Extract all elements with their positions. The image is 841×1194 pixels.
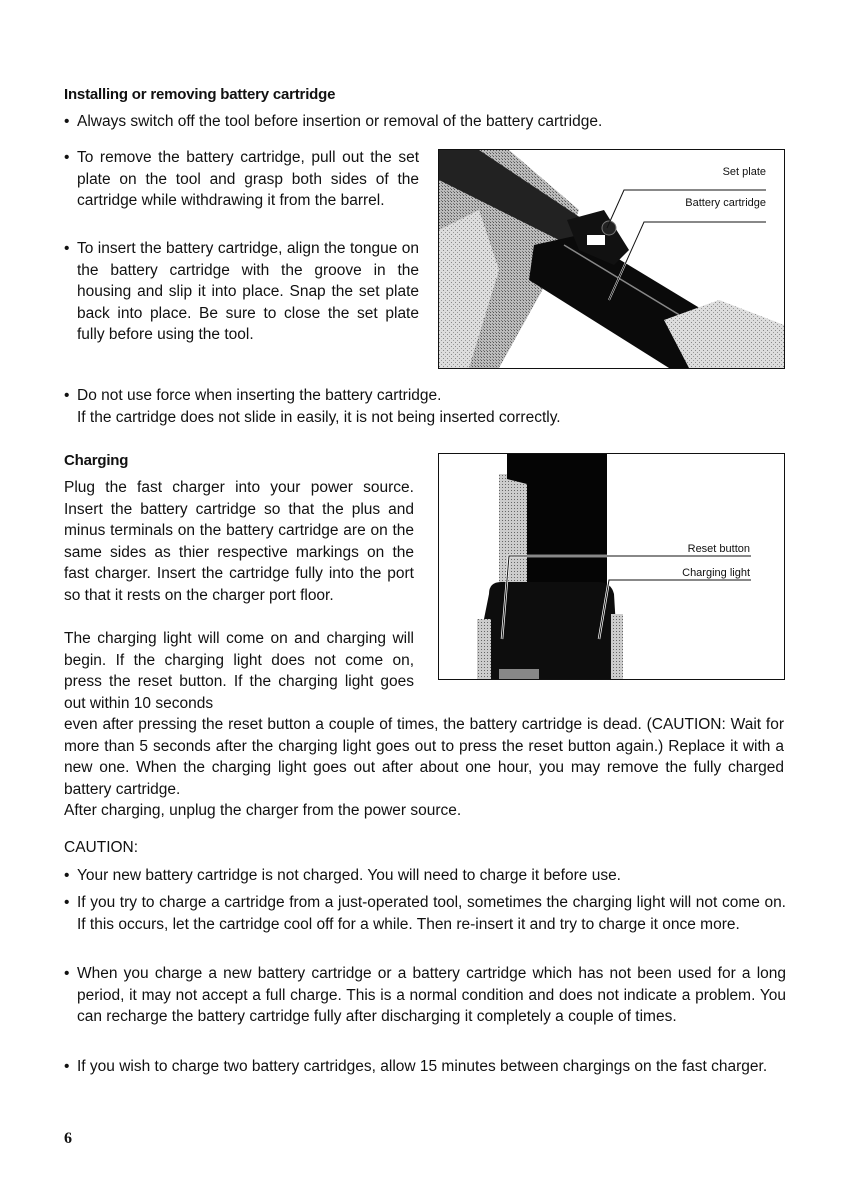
- label-reset-button: Reset button: [687, 543, 750, 555]
- caution-bullet: • If you wish to charge two battery cartridges, allow 15 minutes between chargings on the fast charger.: [64, 1056, 786, 1078]
- label-battery-cartridge: Battery cartridge: [685, 197, 766, 209]
- bullet-icon: •: [64, 1058, 70, 1075]
- page-number: 6: [64, 1130, 72, 1147]
- figure-battery-insertion: [438, 149, 785, 369]
- bullet-item: • Always switch off the tool before insertion or removal of the battery cartridge.: [64, 111, 784, 133]
- figure-charger: [438, 453, 785, 680]
- bullet-icon: •: [64, 867, 70, 884]
- charging-paragraph-1: Plug the fast charger into your power source. Insert the battery cartridge so that the plus and minus terminals on the battery cartridge are on the same sides as thier respective markings on the fast charger. Insert the cartridge fully into the port so that it rests on the charger port floor.: [64, 479, 414, 604]
- label-set-plate: Set plate: [722, 166, 766, 178]
- bullet-icon: •: [64, 240, 70, 257]
- label-charging-light: Charging light: [682, 567, 750, 579]
- section-heading-charging: Charging: [64, 452, 129, 469]
- caution-bullet: • When you charge a new battery cartridge or a battery cartridge which has not been used for a long period, it may not accept a full charge. This is a normal condition and does not indicate a problem. You can recharge the battery cartridge fully after discharging it completely a couple of times.: [64, 965, 786, 1026]
- charging-paragraph-3: even after pressing the reset button a couple of times, the battery cartridge is dead. (CAUTION: Wait for more than 5 seconds after the charging light goes out to press the reset button again.) Replace it with a new one. When the charging light goes out after about one hour, you may remove the fully charged battery cartridge.: [64, 716, 784, 798]
- bullet-icon: •: [64, 113, 70, 130]
- bullet-item: • To insert the battery cartridge, align the tongue on the battery cartridge with the groove in the housing and slip it into place. Snap the set plate back into place. Be sure to close the set plate fully before using the tool.: [64, 240, 419, 344]
- bullet-item: • Do not use force when inserting the battery cartridge.: [64, 385, 784, 407]
- bullet-icon: •: [64, 965, 70, 982]
- caution-bullet: • If you try to charge a cartridge from a just-operated tool, sometimes the charging light will not come on. If this occurs, let the cartridge cool off for a while. Then re-insert it and try to charge it once more.: [64, 894, 786, 933]
- section-heading-installing: Installing or removing battery cartridge: [64, 86, 336, 103]
- battery-insertion-photo: [439, 150, 784, 368]
- charging-paragraph-4: After charging, unplug the charger from the power source.: [64, 802, 462, 819]
- charging-paragraph-2: The charging light will come on and charging will begin. If the charging light does not come on, press the reset button. If the charging light goes out within 10 seconds: [64, 630, 414, 712]
- bullet-icon: •: [64, 387, 70, 404]
- caution-heading: CAUTION:: [64, 839, 139, 856]
- bullet-icon: •: [64, 149, 70, 166]
- bullet-item: • To remove the battery cartridge, pull out the set plate on the tool and grasp both sides of the cartridge while withdrawing it from the barrel.: [64, 149, 419, 210]
- insertion-note: If the cartridge does not slide in easily, it is not being inserted correctly.: [77, 409, 561, 426]
- bullet-icon: •: [64, 894, 70, 911]
- caution-bullet: • Your new battery cartridge is not charged. You will need to charge it before use.: [64, 865, 786, 887]
